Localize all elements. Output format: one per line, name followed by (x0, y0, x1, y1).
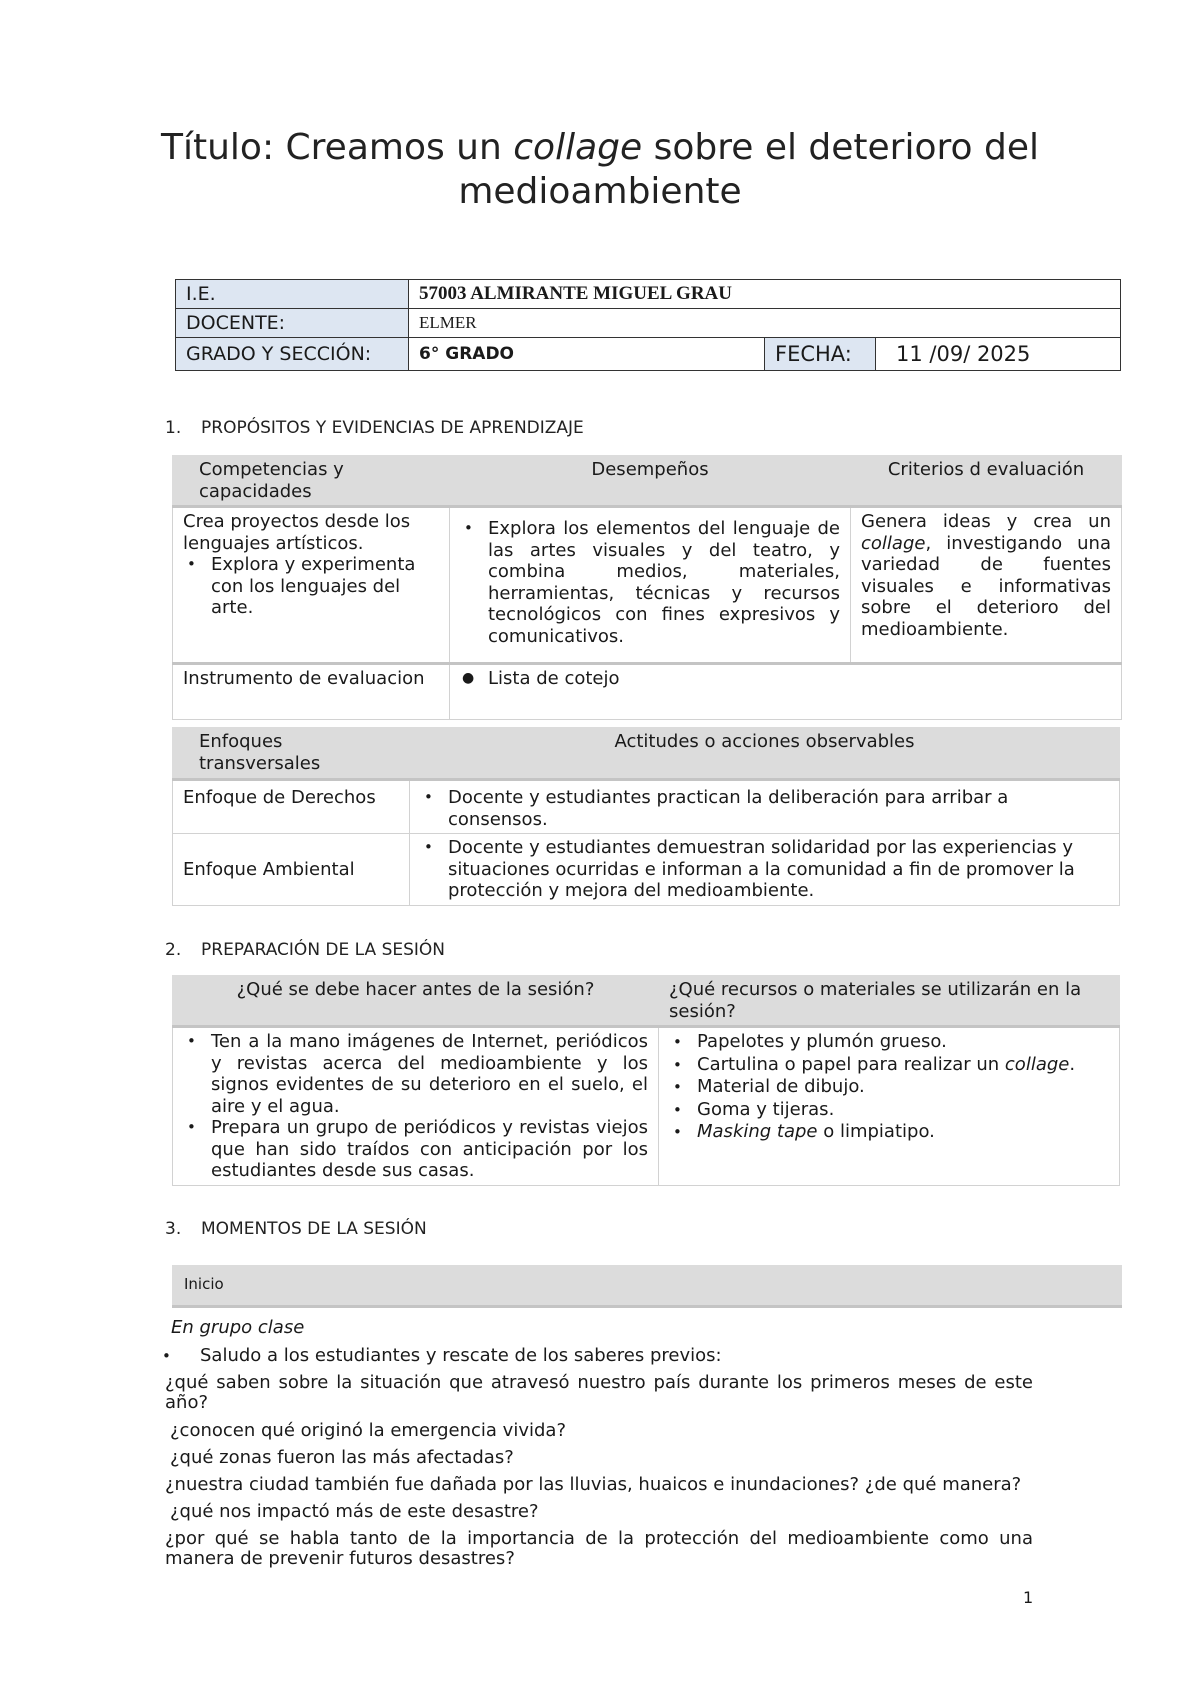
section-1-heading: 1. PROPÓSITOS Y EVIDENCIAS DE APRENDIZAJE (165, 418, 584, 438)
instrumento-value: ● Lista de cotejo (488, 668, 1111, 690)
enfoque-name-1: Enfoque de Derechos (173, 780, 410, 834)
recurso-item-5: • Masking tape o limpiatipo. (697, 1121, 1109, 1144)
antes-item-1: • Ten a la mano imágenes de Internet, periódicos y revistas acerca del medioambiente y los signos evidentes de su deterioro en el suelo, el aire y el agua. (211, 1031, 648, 1117)
recurso-item-1: • Papelotes y plumón grueso. (697, 1031, 1109, 1054)
recurso-item-4: • Goma y tijeras. (697, 1099, 1109, 1122)
docente-label: DOCENTE: (176, 309, 409, 338)
capacidad-item: • Explora y experimenta con los lenguajes del arte. (211, 554, 439, 619)
section-3-heading: 3. MOMENTOS DE LA SESIÓN (165, 1219, 427, 1239)
competencias-table (172, 455, 1122, 720)
ie-label: I.E. (176, 280, 409, 309)
col-header-desempenos: Desempeños (450, 456, 851, 507)
enfoque-action-1: • Docente y estudiantes practican la deliberación para arribar a consensos. (448, 787, 1109, 830)
question-6: ¿por qué se habla tanto de la importancia de la protección del medioambiente como una manera de prevenir futuros desastres? (165, 1528, 1033, 1569)
competencia-text: Crea proyectos desde los lenguajes artísticos. (183, 511, 411, 554)
question-1: ¿qué saben sobre la situación que atravesó nuestro país durante los primeros meses de este año? (165, 1372, 1033, 1413)
instrumento-cell (450, 664, 1122, 720)
saludo-item: • Saludo a los estudiantes y rescate de los saberes previos: (162, 1345, 722, 1366)
desempeno-item: • Explora los elementos del lenguaje de las artes visuales y del teatro, y combina medios, materiales, herramientas, técnicas y recursos tecnológicos con fines expresivos y comunicativos. (488, 518, 840, 647)
question-5: ¿qué nos impactó más de este desastre? (170, 1501, 539, 1522)
col-header-actitudes: Actitudes o acciones observables (410, 728, 1120, 780)
criterio-cell: Genera ideas y crea un collage, investigando una variedad de fuentes visuales e informativas sobre el deterioro del medioambiente. (851, 507, 1122, 664)
section-2-heading: 2. PREPARACIÓN DE LA SESIÓN (165, 940, 446, 960)
antes-cell (173, 1027, 659, 1186)
inicio-bar (172, 1265, 1122, 1308)
grado-label: GRADO Y SECCIÓN: (176, 338, 409, 371)
fecha-label: FECHA: (765, 338, 876, 371)
recurso-item-3: • Material de dibujo. (697, 1076, 1109, 1099)
antes-item-2: • Prepara un grupo de periódicos y revistas viejos que han sido traídos con anticipación por los estudiantes desde sus casas. (211, 1117, 648, 1182)
preparacion-table (172, 975, 1120, 1186)
enfoques-table (172, 727, 1120, 906)
col-header-recursos: ¿Qué recursos o materiales se utilizarán en la sesión? (659, 976, 1120, 1027)
title-italic: collage (513, 127, 643, 168)
instrumento-label: Instrumento de evaluacion (173, 664, 450, 720)
ie-value: 57003 ALMIRANTE MIGUEL GRAU (409, 280, 1121, 309)
col-header-antes: ¿Qué se debe hacer antes de la sesión? (173, 976, 659, 1027)
col-header-competencias: Competencias y capacidades (173, 456, 450, 507)
enfoque-action-2: • Docente y estudiantes demuestran solidaridad por las experiencias y situaciones ocurridas e informan a la comunidad a fin de promover la protección y mejora del medioambiente. (448, 837, 1109, 902)
col-header-enfoques: Enfoques transversales (173, 728, 410, 780)
competencia-cell (173, 507, 450, 664)
enfoque-action-cell-2 (410, 834, 1120, 906)
enfoque-action-cell-1 (410, 780, 1120, 834)
page-title: Título: Creamos un collage sobre el deterioro del medioambiente (161, 127, 1039, 212)
enfoque-name-2: Enfoque Ambiental (173, 834, 410, 906)
info-table (175, 279, 1121, 371)
docente-value: ELMER (409, 309, 1121, 338)
question-3: ¿qué zonas fueron las más afectadas? (170, 1447, 514, 1468)
col-header-criterios: Criterios d evaluación (851, 456, 1122, 507)
recursos-cell (659, 1027, 1120, 1186)
desempeno-cell (450, 507, 851, 664)
fecha-value: 11 /09/ 2025 (876, 338, 1121, 371)
grado-value: 6° GRADO (409, 338, 765, 371)
page-number: 1 (1023, 1588, 1034, 1607)
grupo-clase: En grupo clase (171, 1317, 305, 1338)
recurso-item-2: • Cartulina o papel para realizar un collage. (697, 1054, 1109, 1077)
question-4: ¿nuestra ciudad también fue dañada por las lluvias, huaicos e inundaciones? ¿de qué manera? (165, 1474, 1022, 1495)
inicio-label: Inicio (184, 1275, 224, 1293)
question-2: ¿conocen qué originó la emergencia vivida? (170, 1420, 566, 1441)
